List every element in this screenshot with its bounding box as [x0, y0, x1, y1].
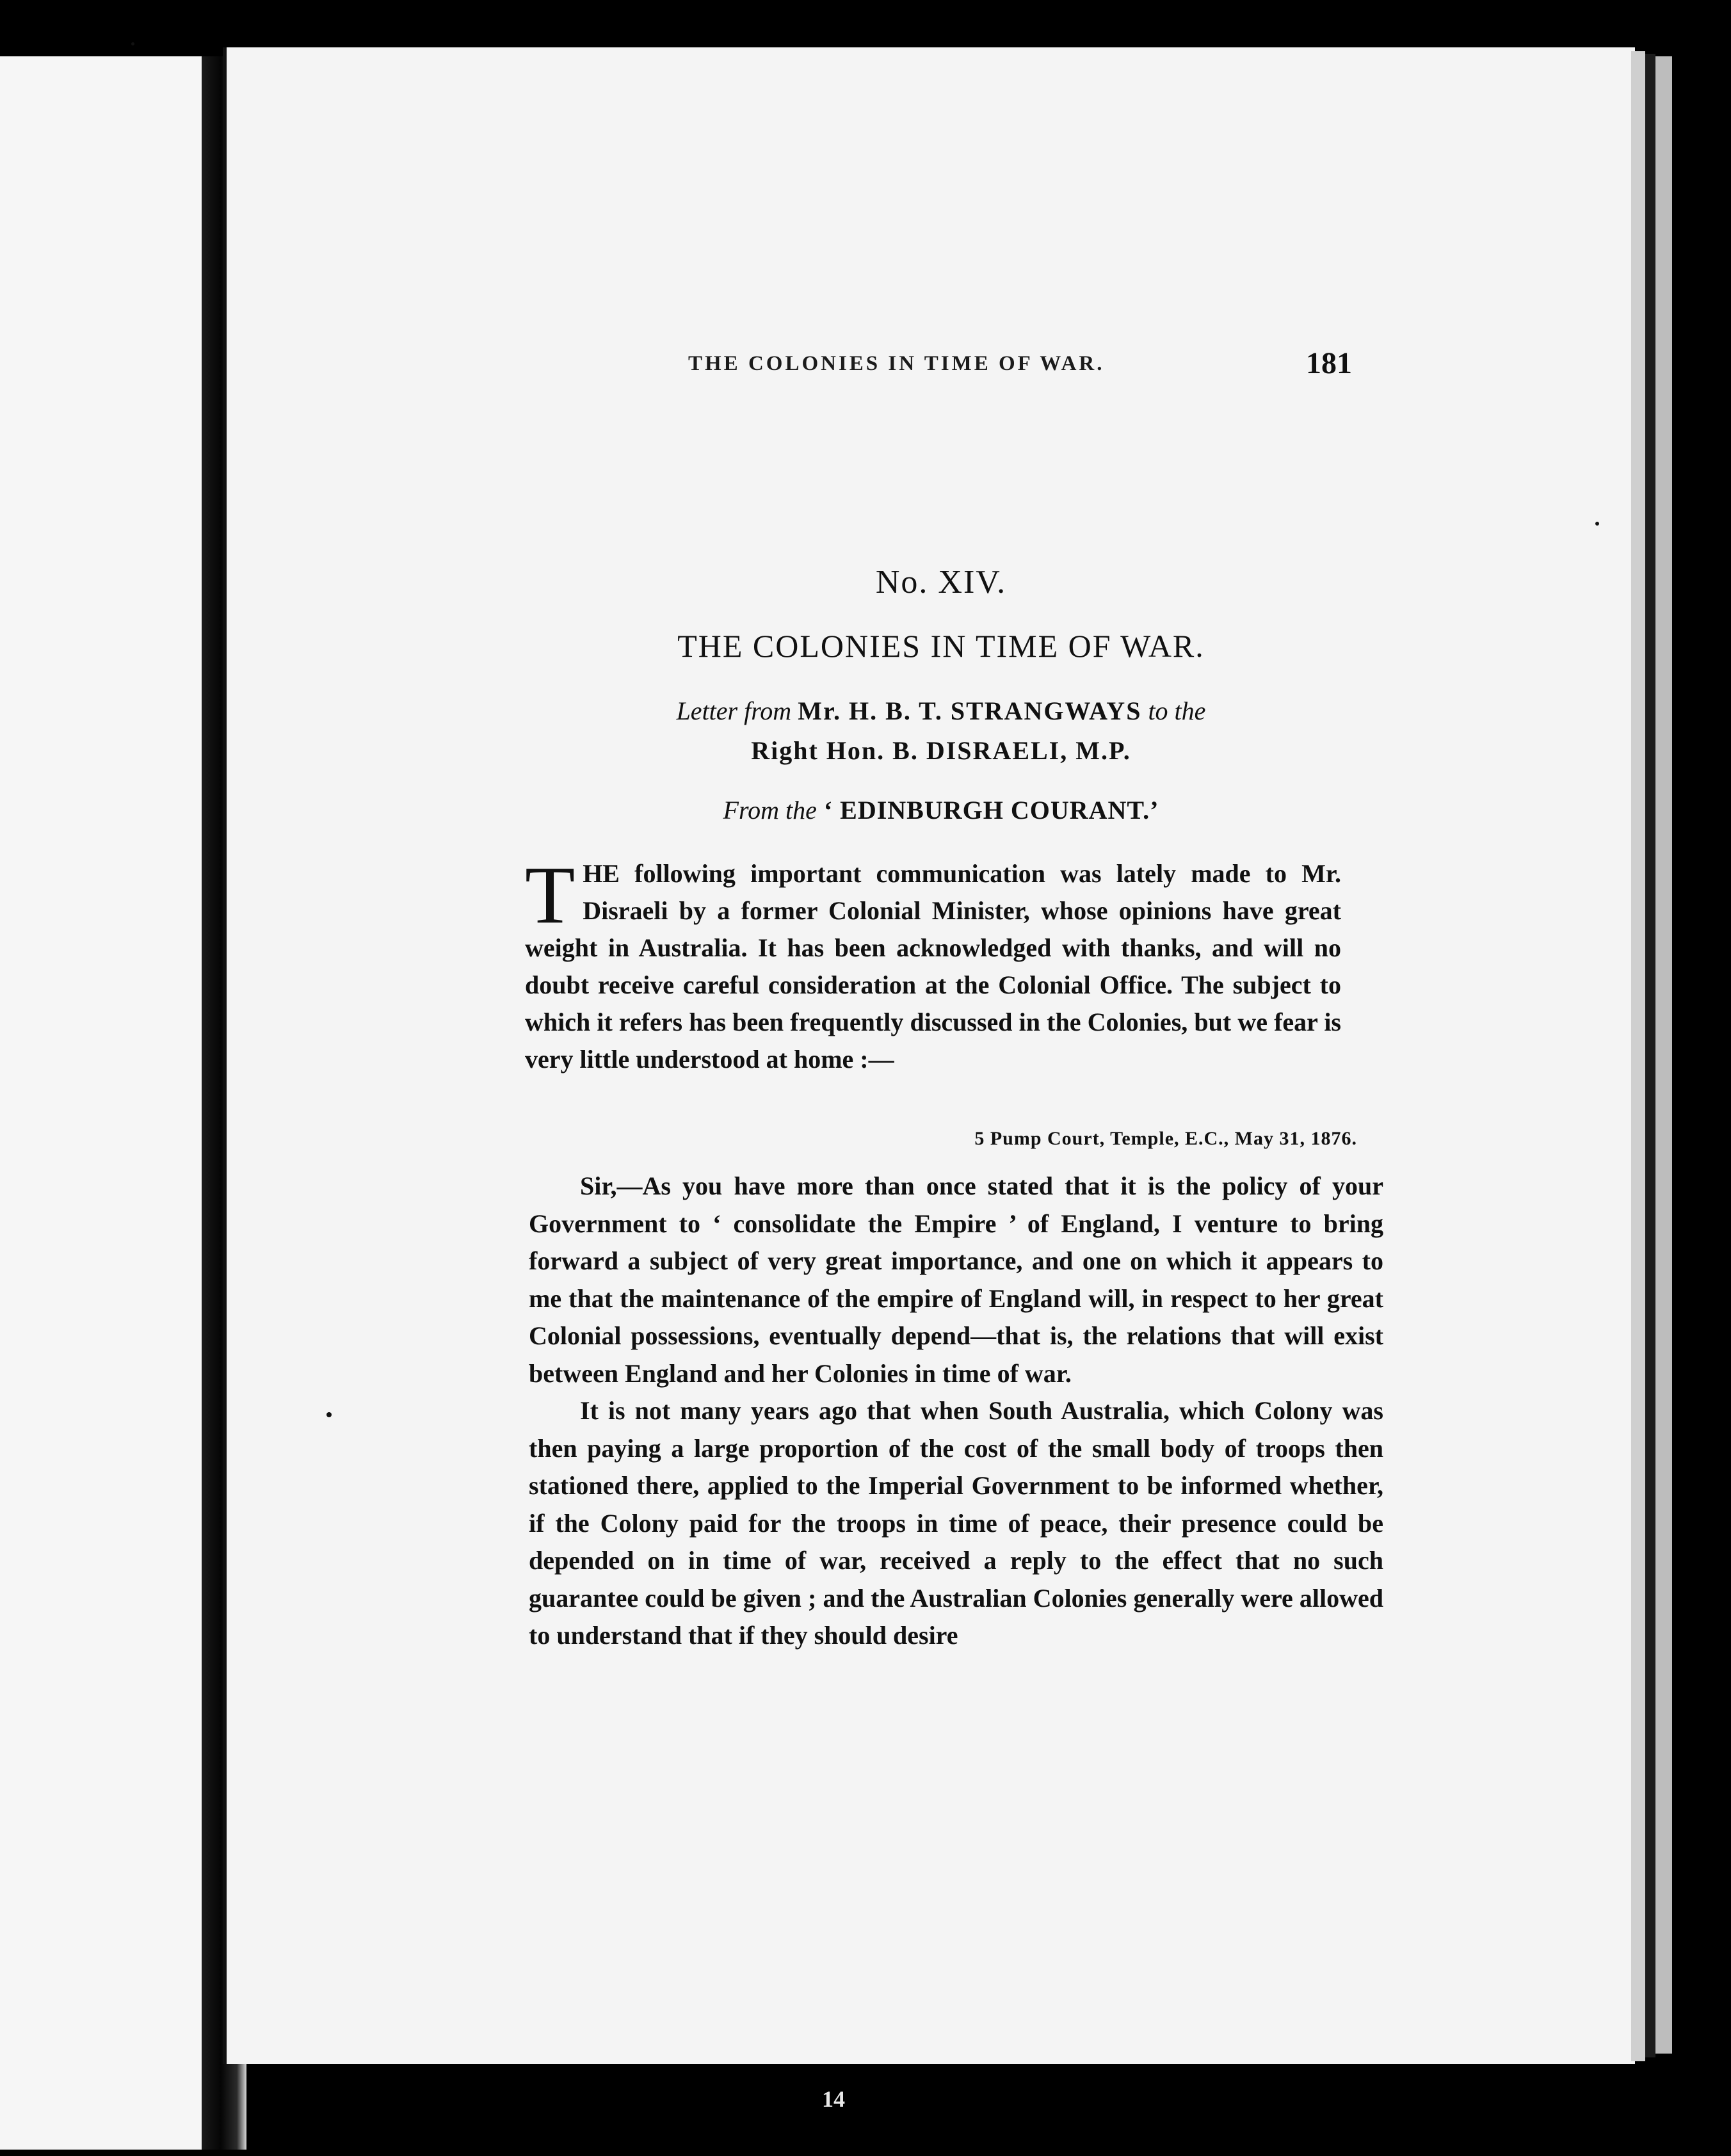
- scan-speck: [1595, 522, 1599, 526]
- drop-cap: T: [525, 849, 576, 940]
- byline-author: Mr. H. B. T. STRANGWAYS: [798, 696, 1142, 725]
- scan-speck: [326, 1412, 332, 1417]
- letter-body: [529, 1168, 1383, 1655]
- article-title: THE COLONIES IN TIME OF WAR.: [677, 628, 1205, 664]
- source-name: ‘ EDINBURGH COURANT.’: [823, 796, 1159, 825]
- byline-line-2: Right Hon. B. DISRAELI, M.P.: [751, 736, 1131, 765]
- dateline: 5 Pump Court, Temple, E.C., May 31, 1876.: [974, 1128, 1357, 1149]
- facing-page-left: [0, 56, 202, 2150]
- page-edge: [1631, 51, 1645, 2061]
- byline: [512, 691, 1370, 771]
- source-line: [512, 795, 1370, 825]
- byline-line-1: [512, 691, 1370, 731]
- scan-speck: [131, 42, 134, 45]
- running-head: THE COLONIES IN TIME OF WAR.: [688, 352, 1105, 375]
- byline-suffix: to the: [1148, 696, 1206, 725]
- intro-paragraph: [525, 849, 1341, 1078]
- source-prefix: From the: [723, 796, 817, 825]
- body-paragraph: Sir,—As you have more than once stated that it is the policy of your Government to ‘ consolidate the Empire ’ of England, I venture to bring forward a subject of very great importance, and one on which it appears to me that the maintenance of the empire of England will, in respect to her great Colonial possessions, eventually depend—that is, the relations that will exist between England and her Colonies in time of war.: [529, 1171, 1383, 1388]
- page-edge-shadow: [1645, 54, 1655, 2057]
- article-number: No. XIV.: [875, 564, 1007, 600]
- page-edge-outer: [1655, 56, 1672, 2054]
- body-paragraph: It is not many years ago that when South Australia, which Colony was then paying a large proportion of the cost of the small body of troops then stationed there, applied to the Imperial Government to be informed whether, if the Colony paid for the troops in time of peace, their presence could be depended on in time of war, received a reply to the effect that no such guarantee could be given ; and the Australian Colonies generally were allowed to understand that if they should desire: [529, 1396, 1383, 1650]
- signature-mark: 14: [822, 2086, 845, 2112]
- page-number: 181: [1306, 346, 1352, 380]
- intro-text: HE following important communication was lately made to Mr. Disraeli by a former Colonial Minister, whose opinions have great weight in Australia. It has been acknowledged with thanks, and will no doubt receive careful consideration at the Colonial Office. The subject to which it refers has been frequently discussed in the Colonies, but we fear is very little understood at home :—: [525, 859, 1341, 1074]
- byline-prefix: Letter from: [676, 696, 792, 725]
